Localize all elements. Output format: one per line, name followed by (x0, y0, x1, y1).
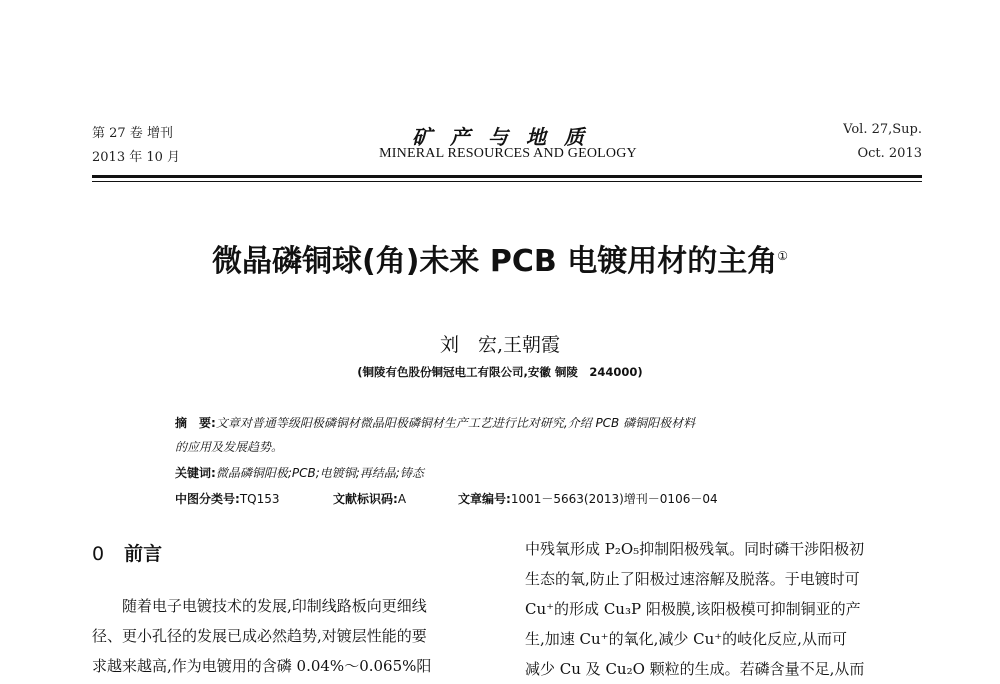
paper-title-text: 微晶磷铜球(角)未来 PCB 电镀用材的主角 (212, 244, 778, 279)
left-line-2: 径、更小孔径的发展已成必然趋势,对镀层性能的要 (92, 627, 427, 645)
volume-label-en: Vol. 27,Sup. (843, 122, 922, 137)
author-affiliation: (铜陵有色股份铜冠电工有限公司,安徽 铜陵 244000) (357, 365, 643, 379)
article-number (458, 490, 718, 507)
volume-label-cn: 第 27 卷 增刊 (92, 126, 173, 141)
keywords (175, 464, 424, 481)
left-line-3: 求越来越高,作为电镀用的含磷 0.04%～0.065%阳 (92, 657, 432, 675)
right-line-2: 生态的氧,防止了阳极过速溶解及脱落。于电镀时可 (525, 570, 860, 588)
right-line-5: 减少 Cu 及 Cu₂O 颗粒的生成。若磷含量不足,从而 (525, 660, 865, 678)
journal-title-cn: 矿产与地质 (412, 125, 602, 149)
right-line-3: Cu⁺的形成 Cu₃P 阳极膜,该阳极模可抑制铜亚的产 (525, 600, 861, 618)
header-rule-thin (92, 181, 922, 182)
abstract-text-1: 文章对普通等级阳极磷铜材微晶阳极磷铜材生产工艺进行比对研究,介绍 PCB 磷铜阳极材料 (215, 416, 696, 430)
title-footnote-mark: ① (777, 249, 788, 263)
classification-value: TQ153 (239, 492, 280, 506)
document-code-label: 文献标识码: (333, 492, 398, 506)
paper-title (0, 236, 1000, 280)
keywords-text: 微晶磷铜阳极;PCB;电镀铜;再结晶;铸态 (215, 466, 424, 480)
section-title: 前言 (124, 543, 163, 565)
article-number-label: 文章编号: (458, 492, 511, 506)
article-number-value: 1001－5663(2013)增刊－0106－04 (510, 492, 718, 506)
header-rule-thick (92, 175, 922, 178)
right-column (525, 534, 925, 684)
left-column (92, 591, 502, 681)
document-code (333, 490, 406, 507)
abstract-line-2: 的应用及发展趋势。 (175, 440, 284, 454)
abstract-label: 摘 要: (175, 416, 216, 430)
date-label-en: Oct. 2013 (857, 146, 922, 161)
section-heading (92, 539, 162, 566)
classification-label: 中图分类号: (175, 492, 240, 506)
author-list: 刘 宏,王朝霞 (439, 334, 561, 356)
classification-code (175, 490, 280, 507)
keywords-label: 关键词: (175, 466, 216, 480)
journal-title-en: MINERAL RESOURCES AND GEOLOGY (379, 146, 637, 161)
left-line-1: 随着电子电镀技术的发展,印制线路板向更细线 (122, 597, 427, 615)
section-number: 0 (92, 543, 105, 565)
abstract-line-1 (175, 414, 695, 431)
right-line-1: 中残氧形成 P₂O₅抑制阳极残氧。同时磷干涉阳极初 (525, 540, 865, 558)
document-code-value: A (397, 492, 407, 506)
date-label-cn: 2013 年 10 月 (92, 150, 181, 165)
right-line-4: 生,加速 Cu⁺的氧化,减少 Cu⁺的岐化反应,从而可 (525, 630, 847, 648)
